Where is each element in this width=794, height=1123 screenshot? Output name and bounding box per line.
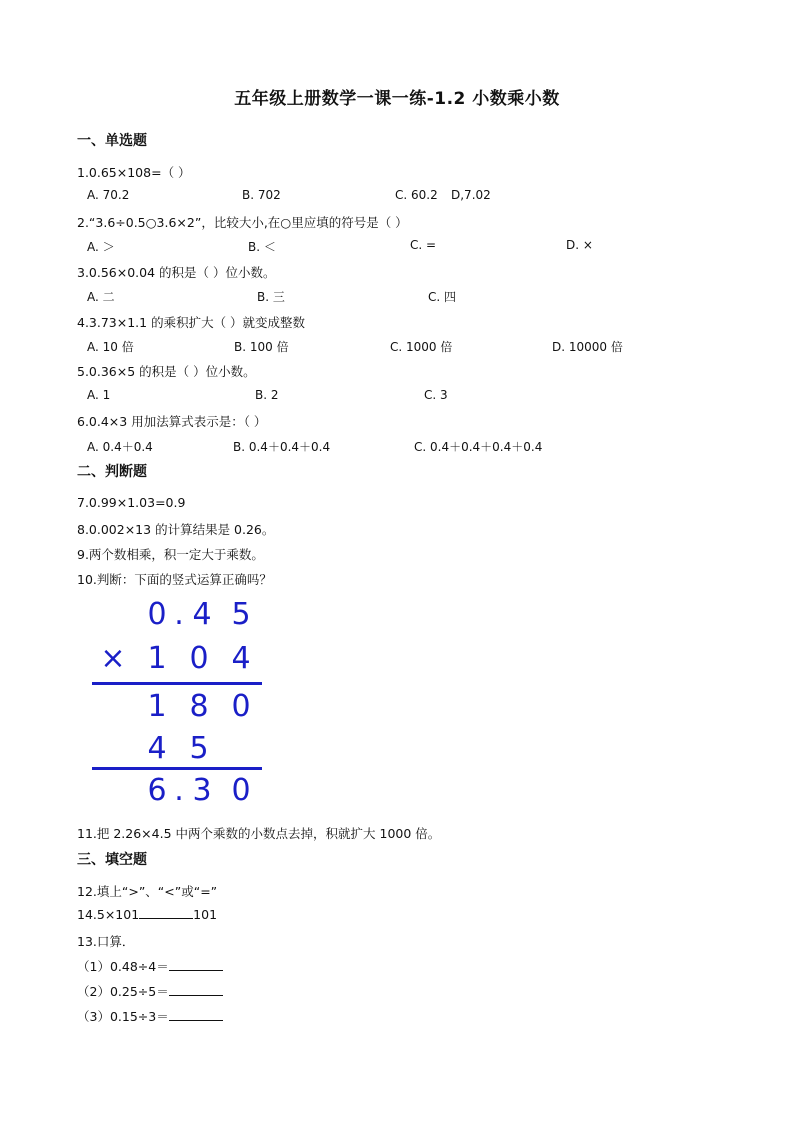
option-b: B. 三 xyxy=(257,290,285,304)
calc-row-multiplicand xyxy=(92,597,272,637)
option-a: A. 70.2 xyxy=(87,188,130,202)
option-b: B. 702 xyxy=(242,188,281,202)
calc-digit: 0 xyxy=(231,773,251,808)
option-c: C. 四 xyxy=(428,290,457,304)
calc-row-multiplier xyxy=(92,641,272,681)
calc-digit: 5 xyxy=(231,597,251,632)
question-13-item-2 xyxy=(77,982,223,1000)
question-8: 8.0.002×13 的计算结果是 0.26。 xyxy=(77,522,275,537)
expression-right: 101 xyxy=(193,907,218,922)
calc-digit: 1 xyxy=(147,689,167,724)
option-d: D,7.02 xyxy=(451,188,491,202)
option-c: C. 60.2 xyxy=(395,188,438,202)
option-b: B. 0.4＋0.4＋0.4 xyxy=(233,440,331,454)
calc-row-partial-2 xyxy=(92,731,272,771)
section-fill-blank: 三、填空题 xyxy=(77,852,147,868)
calc-digit: 1 xyxy=(147,641,167,676)
question-4-options xyxy=(87,338,747,356)
calc-digit: 6 xyxy=(147,773,167,808)
item-label: （2）0.25÷5＝ xyxy=(77,984,169,999)
question-1: 1.0.65×108=（ ） xyxy=(77,165,191,180)
option-d: D. × xyxy=(566,238,593,252)
option-a: A. 1 xyxy=(87,388,111,402)
item-label: （1）0.48÷4＝ xyxy=(77,959,169,974)
calc-digit: . xyxy=(174,597,184,632)
calc-digit: 4 xyxy=(231,641,251,676)
calc-digit: × xyxy=(100,641,126,676)
option-a: A. 10 倍 xyxy=(87,340,134,354)
calc-digit: 3 xyxy=(192,773,212,808)
calc-divider-line xyxy=(92,767,262,770)
option-a: A. 0.4＋0.4 xyxy=(87,440,153,454)
calc-digit: 8 xyxy=(189,689,209,724)
question-6-options xyxy=(87,438,747,456)
question-5: 5.0.36×5 的积是（ ）位小数。 xyxy=(77,364,256,379)
calc-row-partial-1 xyxy=(92,689,272,729)
question-12: 12.填上“>”、“<”或“=” xyxy=(77,884,218,899)
calc-digit: 4 xyxy=(147,731,167,766)
option-d: D. 10000 倍 xyxy=(552,340,623,354)
calc-row-result xyxy=(92,773,272,813)
question-2-options xyxy=(87,238,747,256)
question-4: 4.3.73×1.1 的乘积扩大（ ）就变成整数 xyxy=(77,315,306,330)
option-c: C. 3 xyxy=(424,388,448,402)
vertical-multiplication xyxy=(92,595,272,810)
item-label: （3）0.15÷3＝ xyxy=(77,1009,169,1024)
option-c: C. = xyxy=(410,238,437,252)
question-10: 10.判断：下面的竖式运算正确吗？ xyxy=(77,572,272,587)
answer-blank[interactable] xyxy=(169,1009,223,1021)
option-b: B. ＜ xyxy=(248,240,276,254)
option-c: C. 1000 倍 xyxy=(390,340,453,354)
question-12-expression xyxy=(77,907,217,922)
question-5-options xyxy=(87,388,747,406)
calc-digit: 0 xyxy=(189,641,209,676)
section-single-choice: 一、单选题 xyxy=(77,133,147,149)
question-3: 3.0.56×0.04 的积是（ ）位小数。 xyxy=(77,265,276,280)
calc-digit: . xyxy=(174,773,184,808)
question-13-item-1 xyxy=(77,957,223,975)
expression-left: 14.5×101 xyxy=(77,907,140,922)
question-13: 13.口算． xyxy=(77,934,135,949)
calc-digit: 4 xyxy=(192,597,212,632)
question-9: 9.两个数相乘，积一定大于乘数。 xyxy=(77,547,264,562)
section-judgment: 二、判断题 xyxy=(77,464,147,480)
question-13-item-3 xyxy=(77,1007,223,1025)
question-6: 6.0.4×3 用加法算式表示是：（ ） xyxy=(77,414,267,429)
question-7: 7.0.99×1.03=0.9 xyxy=(77,495,186,510)
calc-divider-line xyxy=(92,682,262,685)
answer-blank[interactable] xyxy=(169,984,223,996)
option-b: B. 2 xyxy=(255,388,279,402)
question-3-options xyxy=(87,288,747,306)
question-2: 2.“3.6÷0.5○3.6×2”，比较大小,在○里应填的符号是（ ） xyxy=(77,215,408,230)
question-11: 11.把 2.26×4.5 中两个乘数的小数点去掉，积就扩大 1000 倍。 xyxy=(77,826,441,841)
answer-blank[interactable] xyxy=(139,907,193,919)
option-b: B. 100 倍 xyxy=(234,340,289,354)
calc-digit: 5 xyxy=(189,731,209,766)
page-title: 五年级上册数学一课一练-1.2 小数乘小数 xyxy=(234,89,560,109)
option-a: A. 二 xyxy=(87,290,115,304)
question-1-options xyxy=(87,188,747,206)
answer-blank[interactable] xyxy=(169,959,223,971)
calc-digit: 0 xyxy=(147,597,167,632)
calc-digit: 0 xyxy=(231,689,251,724)
option-c: C. 0.4＋0.4＋0.4＋0.4 xyxy=(414,440,543,454)
option-a: A. ＞ xyxy=(87,240,115,254)
